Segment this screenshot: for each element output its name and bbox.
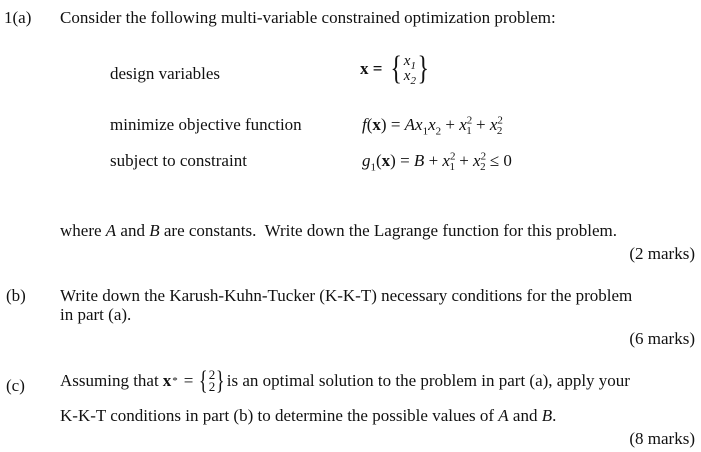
objective-label: minimize objective function — [110, 115, 302, 134]
question-b-line1: Write down the Karush-Kuhn-Tucker (K-K-T) necessary conditions for the problem — [60, 286, 633, 305]
question-intro: Consider the following multi-variable constrained optimization problem: — [60, 8, 556, 27]
constraint-label: subject to constraint — [110, 151, 247, 170]
question-c-post: is an optimal solution to the problem in part (a), apply your — [226, 371, 630, 390]
question-b-line2: in part (a). — [60, 305, 132, 324]
design-vector: { $x_1$ $x_2$ } — [390, 50, 429, 87]
marks-a: (2 marks) — [629, 244, 695, 263]
question-number-1a: 1(a) — [4, 8, 32, 27]
lagrange-instruction: where A and B are constants. Write down the Lagrange function for this problem. — [60, 221, 618, 240]
question-c-line2: K-K-T conditions in part (b) to determine the possible values of A and B. — [60, 406, 557, 425]
question-c-pre: Assuming that — [60, 371, 159, 390]
design-variables-equation: x = { $x_1$ $x_2$ } — [360, 52, 431, 86]
design-variables-label: design variables — [110, 64, 220, 83]
constraint-expression: $g_1(x) = B + x^2_1 + x^2_2 \le 0$ — [362, 150, 512, 174]
question-label-b: (b) — [6, 286, 26, 305]
question-label-c: (c) — [6, 376, 25, 395]
marks-c: (8 marks) — [629, 429, 695, 448]
marks-b: (6 marks) — [629, 329, 695, 348]
question-c-line1: Assuming that x * = { 2 2 } is an optimal solution to the problem in part (a), apply your — [60, 366, 630, 395]
optimal-solution-vector: { 2 2 } — [199, 366, 225, 395]
objective-expression: $f(x) = Ax_1x_2 + x^2_1 + x^2_2$ — [362, 114, 503, 138]
